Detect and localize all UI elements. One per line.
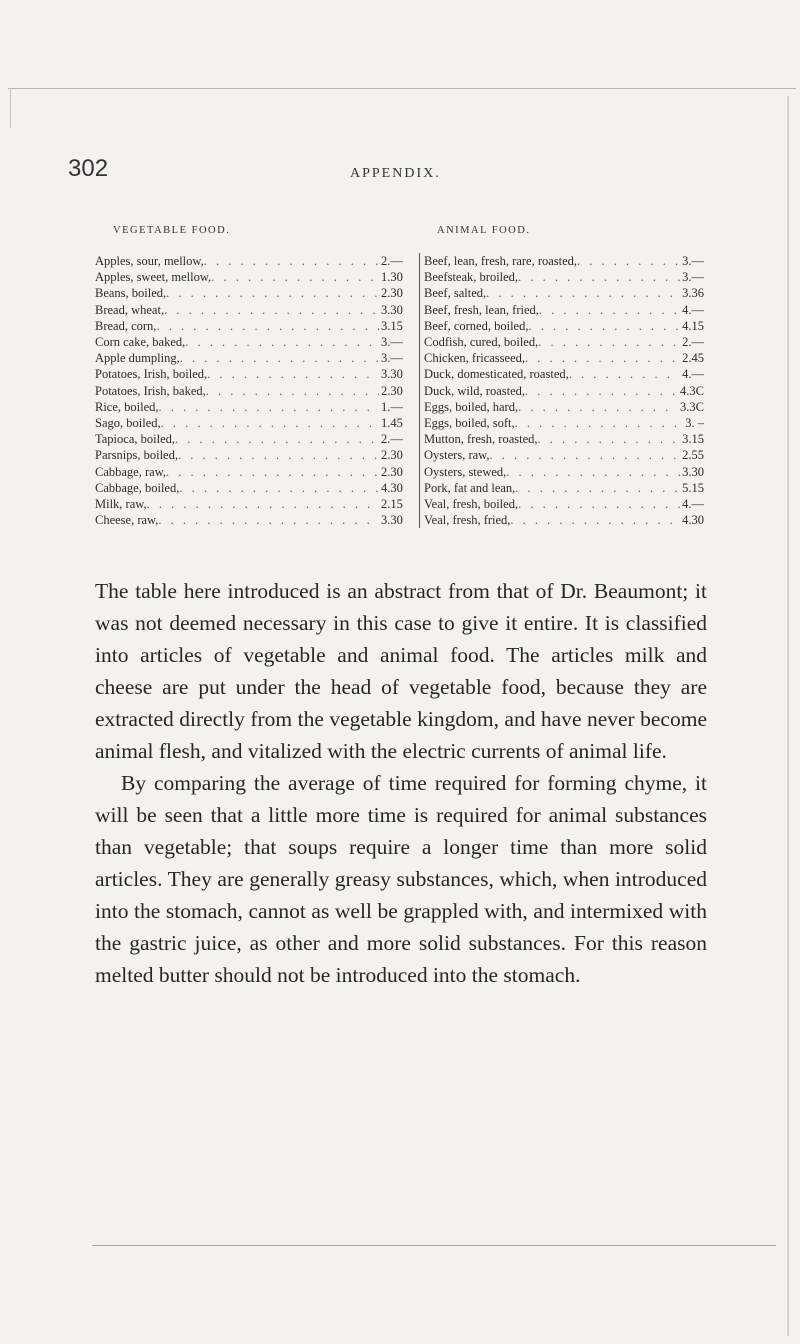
digestion-time: 3.15 bbox=[381, 318, 403, 333]
leader-dots bbox=[518, 269, 680, 285]
digestion-table bbox=[95, 225, 704, 528]
food-name: Apples, sweet, mellow, bbox=[95, 270, 212, 285]
digestion-time: 4.15 bbox=[682, 318, 704, 333]
paragraph: By comparing the average of time required for forming chyme, it will be seen that a little more time is required for animal substances than vegetable; that soups require a longer time than more solid articles. They are generally greasy substances, which, when introduced into the stomach, cannot as well be grappled with, and intermixed with the gastric juice, as other and more solid substances. For this reason melted butter should not be introduced into the stomach. bbox=[95, 771, 707, 987]
leader-dots bbox=[490, 447, 681, 463]
table-row bbox=[95, 334, 415, 350]
table-row bbox=[95, 269, 415, 285]
digestion-time: 3.30 bbox=[682, 464, 704, 479]
paragraph: The table here introduced is an abstract from that of Dr. Beaumont; it was not deemed necessary in this case to give it entire. It is classified into articles of vegetable and animal food. The articles milk and cheese are put under the head of vegetable food, because they are extracted directly from the vegetable kingdom, and have never become animal flesh, and vitalized with the electric currents of animal life. bbox=[95, 579, 707, 763]
digestion-time: 1.45 bbox=[381, 416, 403, 431]
digestion-time: 2.— bbox=[682, 335, 704, 350]
page-edge bbox=[787, 96, 789, 1336]
food-name: Eggs, boiled, hard, bbox=[424, 399, 519, 414]
table-row bbox=[95, 415, 415, 431]
food-name: Oysters, stewed, bbox=[424, 464, 507, 479]
food-name: Beef, lean, fresh, rare, roasted, bbox=[424, 254, 578, 268]
table-row bbox=[424, 285, 704, 301]
table-row bbox=[424, 480, 704, 496]
animal-food-heading: ANIMAL FOOD. bbox=[437, 225, 531, 236]
food-name: Veal, fresh, boiled, bbox=[424, 497, 519, 512]
leader-dots bbox=[538, 431, 681, 447]
animal-food-column bbox=[419, 253, 704, 528]
digestion-time: 5.15 bbox=[682, 480, 704, 495]
leader-dots bbox=[179, 480, 379, 496]
table-row bbox=[424, 253, 704, 269]
food-name: Duck, wild, roasted, bbox=[424, 383, 526, 398]
digestion-time: 2.— bbox=[381, 254, 403, 268]
table-row bbox=[95, 496, 415, 512]
digestion-time: 3.— bbox=[381, 351, 403, 366]
food-name: Codfish, cured, boiled, bbox=[424, 335, 539, 350]
leader-dots bbox=[525, 350, 680, 366]
table-row bbox=[95, 253, 415, 269]
food-name: Bread, wheat, bbox=[95, 302, 165, 317]
food-name: Rice, boiled, bbox=[95, 399, 159, 414]
table-row bbox=[95, 383, 415, 399]
digestion-time: 1.— bbox=[381, 399, 403, 414]
digestion-time: 4.— bbox=[682, 302, 704, 317]
food-name: Beef, fresh, lean, fried, bbox=[424, 302, 539, 317]
food-name: Eggs, boiled, soft, bbox=[424, 416, 515, 431]
digestion-time: 2.30 bbox=[381, 448, 403, 463]
leader-dots bbox=[539, 302, 680, 318]
table-row bbox=[424, 496, 704, 512]
page-number: 302 bbox=[68, 155, 109, 182]
vegetable-food-heading: VEGETABLE FOOD. bbox=[113, 225, 231, 236]
table-row bbox=[424, 464, 704, 480]
digestion-time: 3.30 bbox=[381, 302, 403, 317]
table-row bbox=[424, 431, 704, 447]
leader-dots bbox=[577, 253, 680, 269]
leader-dots bbox=[525, 383, 678, 399]
table-row bbox=[95, 302, 415, 318]
table-row bbox=[424, 350, 704, 366]
digestion-time: 3.— bbox=[682, 254, 704, 268]
digestion-time: 2.15 bbox=[381, 497, 403, 512]
digestion-time: 3. – bbox=[685, 416, 704, 431]
digestion-time: 2.30 bbox=[381, 464, 403, 479]
digestion-time: 2.30 bbox=[381, 383, 403, 398]
food-name: Chicken, fricasseed, bbox=[424, 351, 526, 366]
digestion-time: 3.3C bbox=[680, 399, 704, 414]
table-row bbox=[424, 302, 704, 318]
body-text bbox=[95, 575, 707, 991]
table-row bbox=[95, 512, 415, 528]
leader-dots bbox=[518, 496, 680, 512]
leader-dots bbox=[147, 496, 379, 512]
leader-dots bbox=[156, 318, 379, 334]
digestion-time: 1.30 bbox=[381, 270, 403, 285]
table-row bbox=[424, 512, 704, 528]
digestion-time: 3.30 bbox=[381, 367, 403, 382]
table-row bbox=[424, 383, 704, 399]
food-name: Sago, boiled, bbox=[95, 416, 161, 431]
food-name: Cheese, raw, bbox=[95, 513, 159, 528]
digestion-time: 2.— bbox=[381, 432, 403, 447]
leader-dots bbox=[166, 285, 379, 301]
food-name: Mutton, fresh, roasted, bbox=[424, 432, 538, 447]
digestion-time: 3.— bbox=[682, 270, 704, 285]
digestion-time: 2.30 bbox=[381, 286, 403, 301]
leader-dots bbox=[158, 512, 379, 528]
digestion-time: 3.— bbox=[381, 335, 403, 350]
digestion-time: 2.45 bbox=[682, 351, 704, 366]
digestion-time: 3.30 bbox=[381, 513, 403, 528]
food-name: Potatoes, Irish, boiled, bbox=[95, 367, 208, 382]
top-page-rule bbox=[8, 88, 796, 89]
table-row bbox=[95, 366, 415, 382]
digestion-time: 4.30 bbox=[682, 513, 704, 528]
leader-dots bbox=[159, 399, 379, 415]
food-name: Corn cake, baked, bbox=[95, 335, 186, 350]
food-name: Apple dumpling, bbox=[95, 351, 180, 366]
food-name: Beef, corned, boiled, bbox=[424, 318, 529, 333]
digestion-time: 4.— bbox=[682, 367, 704, 382]
food-name: Cabbage, boiled, bbox=[95, 480, 180, 495]
food-name: Oysters, raw, bbox=[424, 448, 490, 463]
leader-dots bbox=[175, 431, 379, 447]
food-name: Parsnips, boiled, bbox=[95, 448, 178, 463]
leader-dots bbox=[204, 253, 379, 269]
leader-dots bbox=[510, 512, 680, 528]
leader-dots bbox=[515, 480, 680, 496]
table-row bbox=[95, 285, 415, 301]
digestion-time: 2.55 bbox=[682, 448, 704, 463]
food-name: Bread, corn, bbox=[95, 318, 157, 333]
leader-dots bbox=[166, 464, 379, 480]
leader-dots bbox=[528, 318, 680, 334]
table-row bbox=[424, 447, 704, 463]
table-row bbox=[95, 431, 415, 447]
food-name: Tapioca, boiled, bbox=[95, 432, 175, 447]
food-name: Pork, fat and lean, bbox=[424, 480, 516, 495]
digestion-time: 4.— bbox=[682, 497, 704, 512]
leader-dots bbox=[518, 399, 678, 415]
food-name: Beans, boiled, bbox=[95, 286, 167, 301]
leader-dots bbox=[180, 350, 379, 366]
vegetable-food-column bbox=[95, 253, 415, 528]
food-name: Potatoes, Irish, baked, bbox=[95, 383, 206, 398]
digestion-time: 3.15 bbox=[682, 432, 704, 447]
leader-dots bbox=[206, 383, 379, 399]
table-row bbox=[95, 318, 415, 334]
running-head: APPENDIX. bbox=[350, 166, 441, 181]
food-name: Beef, salted, bbox=[424, 286, 487, 301]
table-row bbox=[424, 318, 704, 334]
food-name: Milk, raw, bbox=[95, 497, 147, 512]
left-page-rule bbox=[10, 88, 11, 128]
table-row bbox=[424, 399, 704, 415]
table-row bbox=[95, 447, 415, 463]
table-row bbox=[424, 334, 704, 350]
food-name: Veal, fresh, fried, bbox=[424, 513, 511, 528]
leader-dots bbox=[164, 302, 379, 318]
food-name: Beefsteak, broiled, bbox=[424, 270, 519, 285]
leader-dots bbox=[211, 269, 379, 285]
leader-dots bbox=[515, 415, 684, 431]
table-row bbox=[95, 399, 415, 415]
leader-dots bbox=[506, 464, 680, 480]
leader-dots bbox=[207, 366, 379, 382]
leader-dots bbox=[185, 334, 379, 350]
table-row bbox=[424, 415, 704, 431]
food-name: Cabbage, raw, bbox=[95, 464, 167, 479]
digestion-time: 4.30 bbox=[381, 480, 403, 495]
leader-dots bbox=[486, 285, 680, 301]
table-row bbox=[95, 464, 415, 480]
table-row bbox=[95, 480, 415, 496]
leader-dots bbox=[178, 447, 379, 463]
bottom-page-rule bbox=[92, 1245, 776, 1246]
digestion-time: 3.36 bbox=[682, 286, 704, 301]
food-name: Duck, domesticated, roasted, bbox=[424, 367, 569, 382]
leader-dots bbox=[161, 415, 379, 431]
table-row bbox=[95, 350, 415, 366]
table-row bbox=[424, 269, 704, 285]
digestion-time: 4.3C bbox=[680, 383, 704, 398]
leader-dots bbox=[538, 334, 680, 350]
table-row bbox=[424, 366, 704, 382]
food-name: Apples, sour, mellow, bbox=[95, 254, 204, 268]
leader-dots bbox=[569, 366, 680, 382]
